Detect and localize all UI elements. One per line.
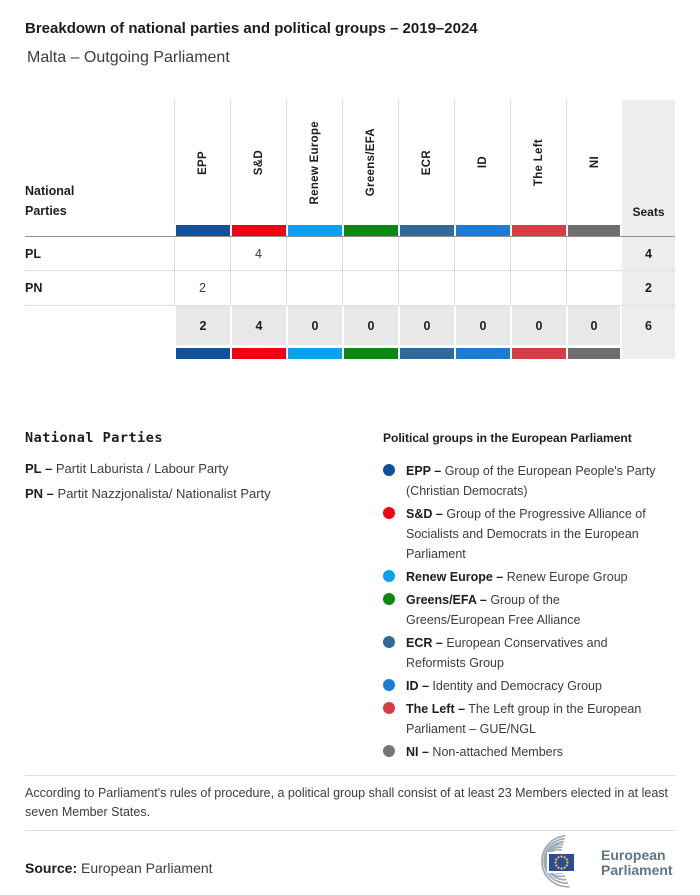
id-color-dot-icon	[383, 679, 395, 691]
total-seats: 6	[622, 306, 675, 345]
color-swatch-ecr	[398, 225, 454, 236]
cell-pl-greens	[342, 237, 398, 270]
color-swatch-id	[454, 345, 510, 359]
footnote-divider	[25, 775, 675, 776]
color-swatch-theleft	[510, 225, 566, 236]
group-color-bar-top	[25, 225, 675, 236]
total-renew: 0	[286, 306, 342, 345]
national-parties-legend	[25, 430, 271, 511]
color-swatch-theleft	[510, 345, 566, 359]
color-swatch-ni	[566, 225, 622, 236]
legend-item-sd: S&D – Group of the Progressive Alliance of Socialists and Democrats in the European Parliament	[383, 504, 675, 564]
party-label-pl: PL	[25, 246, 41, 261]
sd-color-dot-icon	[383, 507, 395, 519]
legend-item-epp: EPP – Group of the European People's Party (Christian Democrats)	[383, 461, 675, 501]
cell-pl-theleft	[510, 237, 566, 270]
color-swatch-id	[454, 225, 510, 236]
total-ni: 0	[566, 306, 622, 345]
cell-pn-seats: 2	[622, 271, 675, 305]
column-header-greens: Greens/EFA	[342, 100, 398, 225]
ecr-color-dot-icon	[383, 636, 395, 648]
column-header-ecr: ECR	[398, 100, 454, 225]
cell-pn-ni	[566, 271, 622, 305]
color-swatch-renew	[286, 345, 342, 359]
legend-item-pl: PL – Partit Laburista / Labour Party	[25, 461, 229, 476]
hemicycle-flag-icon	[521, 834, 595, 892]
column-header-epp: EPP	[174, 100, 230, 225]
total-id: 0	[454, 306, 510, 345]
cell-pl-epp	[174, 237, 230, 270]
party-label-pn: PN	[25, 281, 43, 295]
national-parties-heading: National Parties	[25, 430, 164, 446]
column-header-id: ID	[454, 100, 510, 225]
footnote-text: According to Parliament's rules of procedure, a political group shall consist of at least 23 Members elected in at least seven Member States.	[25, 786, 668, 819]
cell-pn-greens	[342, 271, 398, 305]
table-header-row	[25, 100, 675, 225]
legend-item-pn: PN – Partit Nazzjonalista/ Nationalist Party	[25, 486, 271, 501]
epp-color-dot-icon	[383, 464, 395, 476]
source-divider	[25, 830, 675, 831]
color-swatch-epp	[174, 225, 230, 236]
total-sd: 4	[230, 306, 286, 345]
color-swatch-greens	[342, 345, 398, 359]
column-header-theleft: The Left	[510, 100, 566, 225]
political-groups-heading: Political groups in the European Parliament	[383, 431, 632, 445]
row-header-label: National Parties	[25, 184, 75, 218]
total-ecr: 0	[398, 306, 454, 345]
color-swatch-ecr	[398, 345, 454, 359]
cell-pn-epp: 2	[174, 271, 230, 305]
cell-pl-seats: 4	[622, 237, 675, 270]
total-theleft: 0	[510, 306, 566, 345]
ni-color-dot-icon	[383, 745, 395, 757]
total-epp: 2	[174, 306, 230, 345]
legend-item-theleft: The Left – The Left group in the European Parliament – GUE/NGL	[383, 699, 675, 739]
cell-pn-id	[454, 271, 510, 305]
color-swatch-epp	[174, 345, 230, 359]
column-header-renew: Renew Europe	[286, 100, 342, 225]
legend-item-id: ID – Identity and Democracy Group	[383, 676, 675, 696]
political-groups-legend	[383, 431, 675, 765]
cell-pl-renew	[286, 237, 342, 270]
group-color-bar-bottom	[25, 345, 675, 359]
legend-item-ni: NI – Non-attached Members	[383, 742, 675, 762]
column-header-sd: S&D	[230, 100, 286, 225]
cell-pl-id	[454, 237, 510, 270]
logo-wordmark: European Parliament	[601, 846, 673, 878]
seats-table	[25, 100, 675, 359]
cell-pl-sd: 4	[230, 237, 286, 270]
total-greens: 0	[342, 306, 398, 345]
european-parliament-logo	[521, 834, 673, 892]
cell-pl-ni	[566, 237, 622, 270]
greens-color-dot-icon	[383, 593, 395, 605]
source-line: Source: European Parliament	[25, 860, 213, 876]
cell-pl-ecr	[398, 237, 454, 270]
legend-item-greens: Greens/EFA – Group of the Greens/European Free Alliance	[383, 590, 675, 630]
cell-pn-theleft	[510, 271, 566, 305]
table-row-pn	[25, 271, 675, 306]
cell-pn-sd	[230, 271, 286, 305]
legend-item-ecr: ECR – European Conservatives and Reformists Group	[383, 633, 675, 673]
legend-item-renew: Renew Europe – Renew Europe Group	[383, 567, 675, 587]
color-swatch-renew	[286, 225, 342, 236]
renew-color-dot-icon	[383, 570, 395, 582]
column-header-ni: NI	[566, 100, 622, 225]
cell-pn-ecr	[398, 271, 454, 305]
theleft-color-dot-icon	[383, 702, 395, 714]
column-header-seats: Seats	[622, 100, 675, 225]
page-title: Breakdown of national parties and political groups – 2019–2024	[25, 20, 478, 37]
table-total-row	[25, 306, 675, 345]
color-swatch-sd	[230, 345, 286, 359]
color-swatch-sd	[230, 225, 286, 236]
page-subtitle: Malta – Outgoing Parliament	[27, 49, 230, 66]
color-swatch-greens	[342, 225, 398, 236]
table-row-pl	[25, 236, 675, 271]
cell-pn-renew	[286, 271, 342, 305]
color-swatch-ni	[566, 345, 622, 359]
